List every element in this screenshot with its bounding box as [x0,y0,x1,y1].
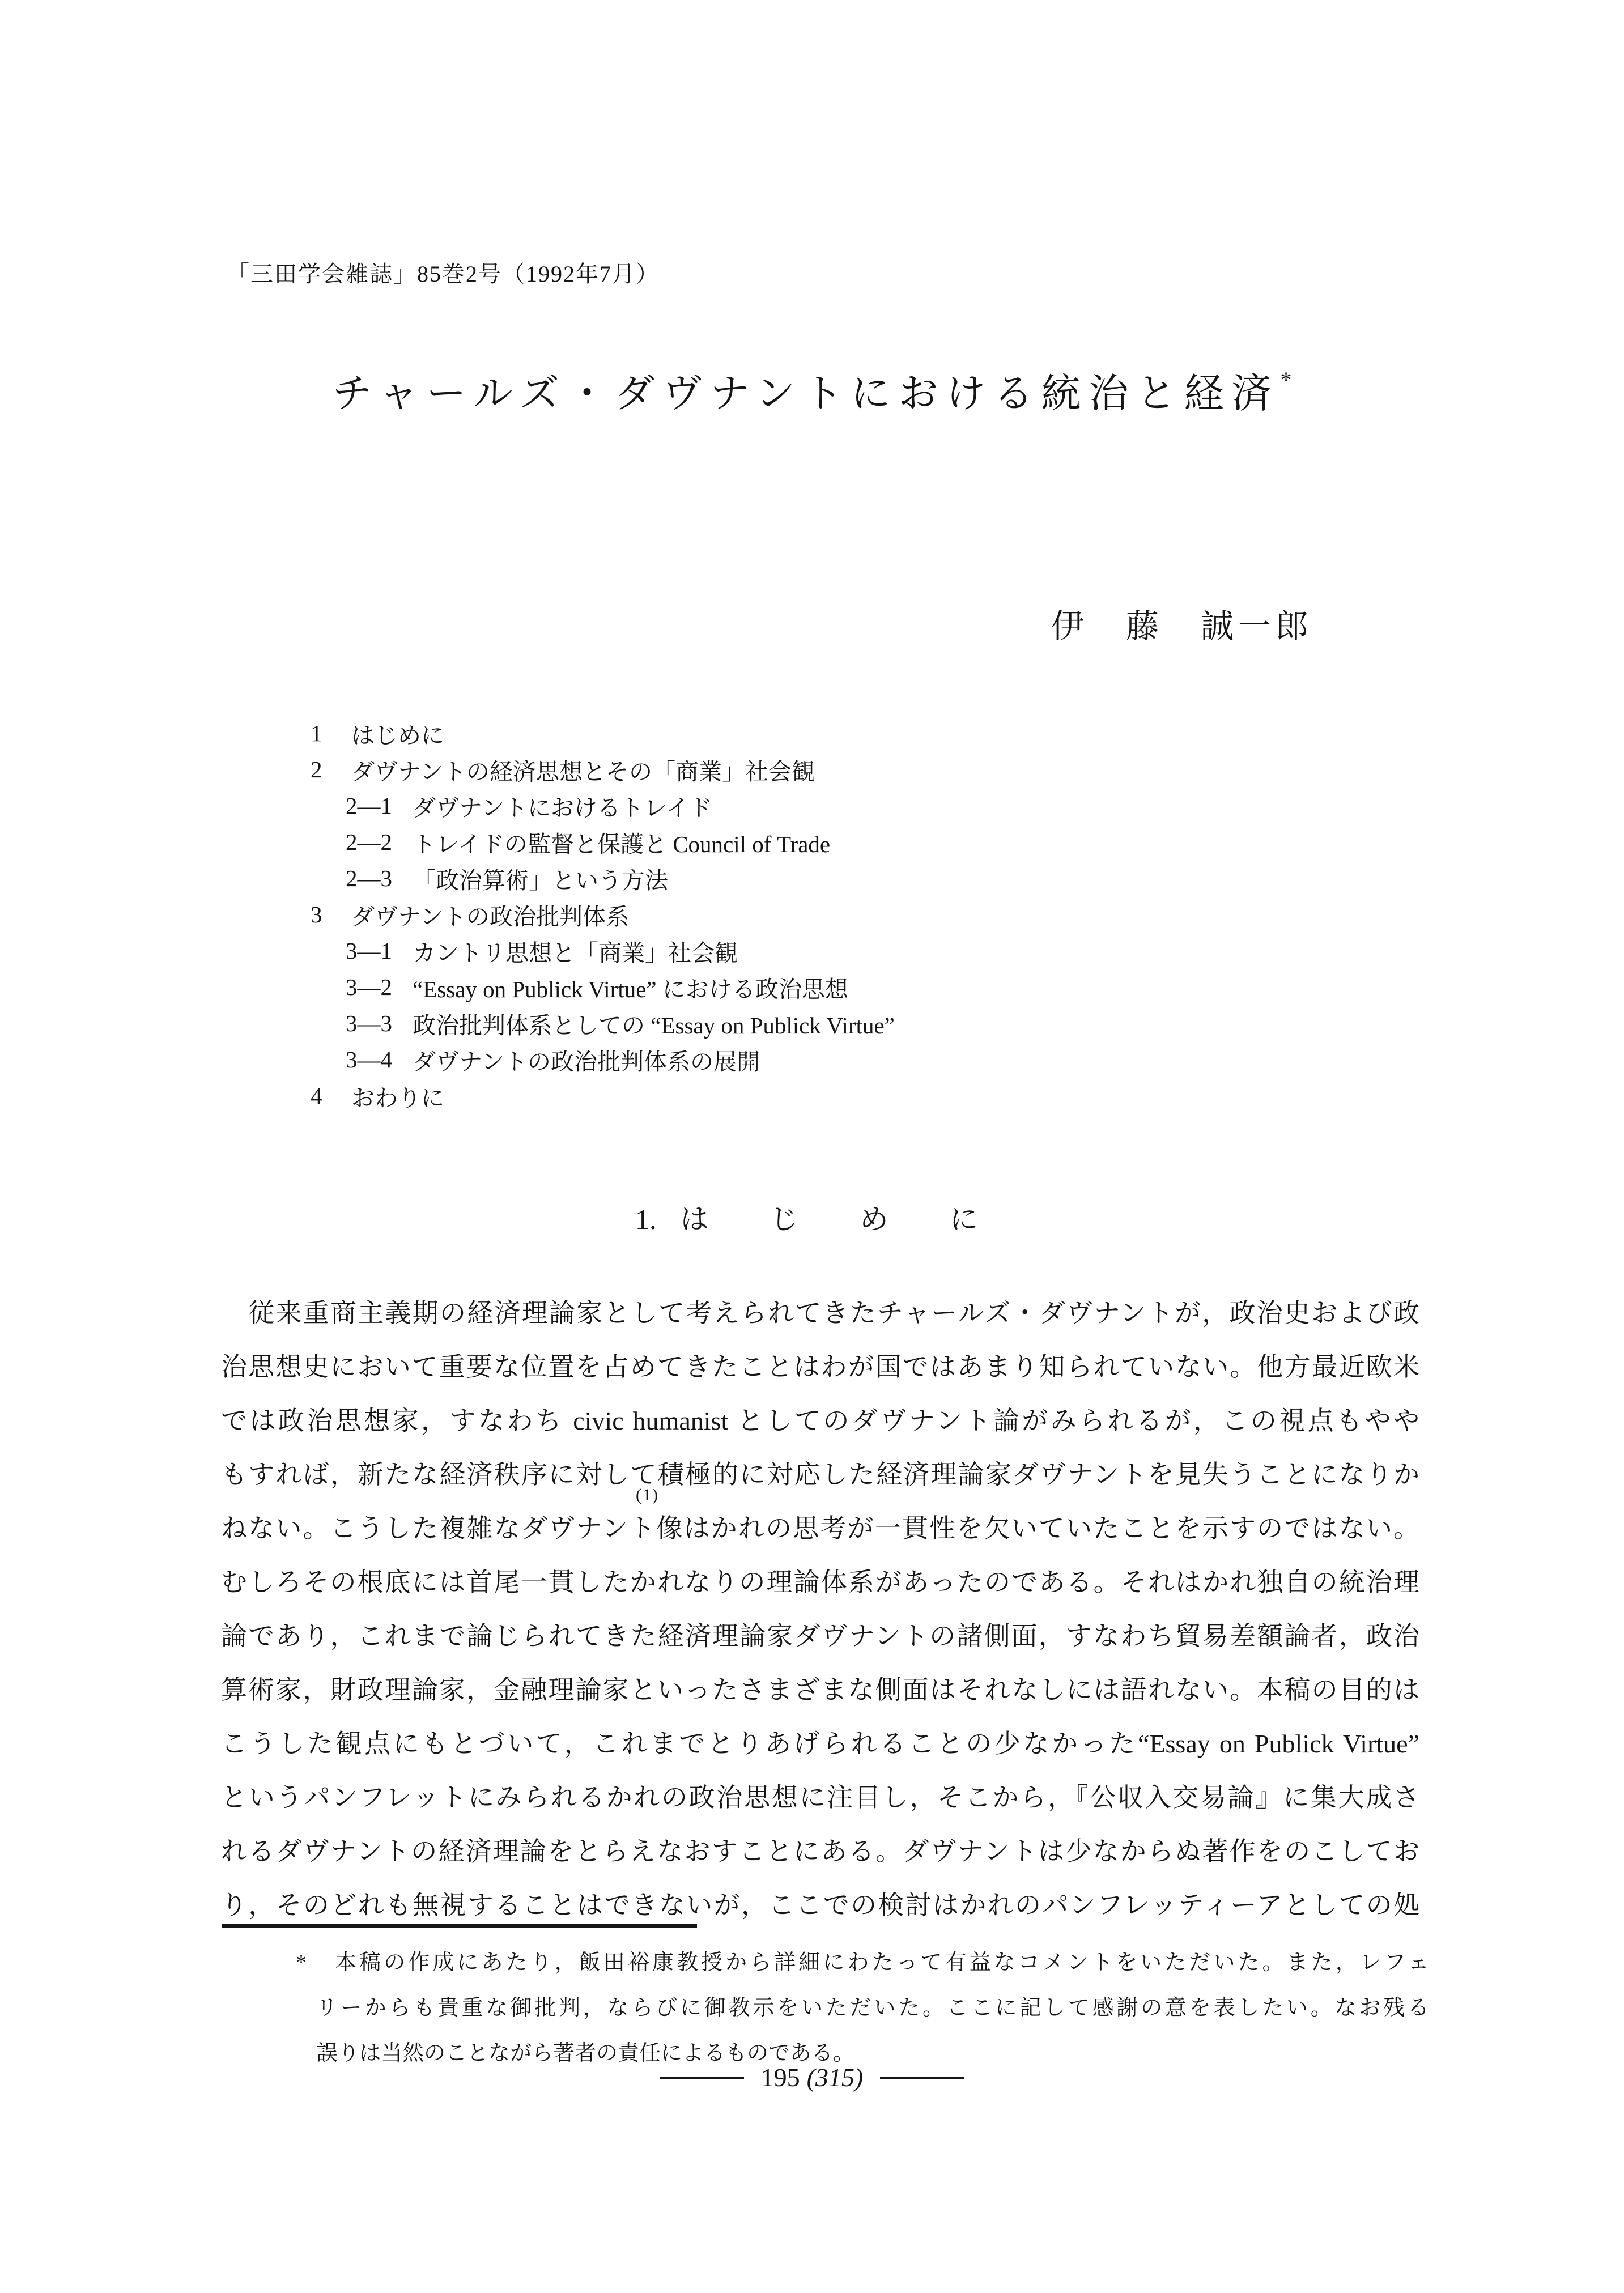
body-line: では政治思想家，すなわち civic humanist としてのダヴナント論がみられるが，この視点もやや [221,1406,1419,1435]
table-of-contents [311,715,895,1114]
journal-header: 「三田学会雑誌」85巻2号（1992年7月） [227,261,660,287]
toc-item-label: 「政治算術」という方法 [413,867,668,894]
paper-title [0,361,1624,419]
body-line: 従来重商主義期の経済理論家として考えられてきたチャールズ・ダヴナントが，政治史および政 [221,1299,1419,1328]
page-number-dash-left [660,2077,744,2079]
section-title: は じ め に [680,1203,1005,1235]
toc-item-label: カントリ思想と「商業」社会観 [413,939,738,966]
page-number-main: 195 [760,2063,800,2092]
page-number-dash-right [880,2077,964,2079]
body-line: 論であり，これまで論じられてきた経済理論家ダヴナントの諸側面，すなわち貿易差額論者，政治 [221,1622,1419,1650]
toc-item [311,896,895,933]
author-name: 伊 藤 誠一郎 [1051,608,1313,645]
toc-item [311,715,895,751]
body-line: 算術家，財政理論家，金融理論家といったさまざまな側面はそれなしには語れない。本稿の目的は [221,1675,1419,1704]
footnote-line: リーからも貴重な御批判，ならびに御教示をいただいた。ここに記して感謝の意を表したい。なお残る [316,1996,1429,2020]
toc-item-label: ダヴナントの政治批判体系の展開 [413,1048,760,1075]
toc-item-number: 3—3 [346,1010,392,1036]
toc-item-number: 3—1 [346,938,392,964]
toc-item-number: 1 [311,720,322,746]
body-line: ねない。こうした複雑なダヴナント像はかれの思考が一貫性を欠いていたことを示すのではない。 [221,1514,1419,1543]
toc-item [346,860,895,896]
toc-item [311,751,895,788]
toc-item-label: ダヴナントの経済思想とその「商業」社会観 [351,758,815,785]
toc-item [346,1041,895,1078]
page-number [0,2062,1624,2092]
toc-item [311,1078,895,1114]
toc-item [346,1005,895,1041]
toc-item [346,969,895,1005]
body-line: というパンフレットにみられるかれの政治思想に注目し，そこから，『公収入交易論』に集大成さ [221,1783,1419,1812]
footnote-asterisk-marker: * [296,1951,307,1975]
footnote-line: 誤りは当然のことながら著者の責任によるものである。 [316,2041,855,2065]
toc-item-label: トレイドの監督と保護と Council of Trade [413,831,831,857]
footnote-line [296,1940,1429,1985]
toc-item-label: “Essay on Publick Virtue” における政治思想 [413,976,848,1002]
toc-item-number: 2—1 [346,793,392,819]
body-line: もすれば，新たな経済秩序に対して積極的に対応した経済理論家ダヴナントを見失うことになりか [221,1460,1419,1489]
body-line: 治思想史において重要な位置を占めてきたことはわが国ではあまり知られていない。他方最近欧米 [221,1352,1419,1381]
toc-item-number: 4 [311,1083,322,1109]
toc-item [346,824,895,860]
toc-item [346,788,895,824]
toc-item-number: 2—2 [346,829,392,855]
toc-item-number: 3—4 [346,1046,392,1073]
page-number-paren: (315) [806,2063,864,2092]
footnote-text: 本稿の作成にあたり，飯田裕康教授から詳細にわたって有益なコメントをいただいた。また，レフェ [332,1951,1429,1975]
toc-item-number: 2—3 [346,865,392,891]
toc-item-label: ダヴナントの政治批判体系 [351,903,629,930]
body-line: こうした観点にもとづいて，これまでとりあげられることの少なかった“Essay on Publick Virtue” [221,1729,1419,1758]
toc-item [346,933,895,969]
body-line: むしろその根底には首尾一貫したかれなりの理論体系があったのである。それはかれ独自の統治理 [221,1568,1419,1597]
title-footnote-marker: * [1280,367,1292,393]
toc-item-label: ダヴナントにおけるトレイド [413,794,712,821]
toc-item-label: 政治批判体系としての “Essay on Publick Virtue” [413,1012,895,1039]
paper-title-text: チャールズ・ダヴナントにおける統治と経済 [332,372,1279,416]
footnote-separator-rule [222,1924,697,1928]
section-number: 1. [635,1203,657,1235]
footnote [296,1940,1429,2076]
body-paragraph [221,1286,1419,1932]
toc-item-number: 2 [311,756,322,782]
body-line: り，そのどれも無視することはできないが，ここでの検討はかれのパンフレッティーアとしての処 [221,1891,1419,1920]
toc-item-number: 3—2 [346,974,392,1000]
section-heading [221,1197,1419,1237]
toc-item-number: 3 [311,901,322,928]
body-line: れるダヴナントの経済理論をとらえなおすことにある。ダヴナントは少なからぬ著作をのこしてお [221,1837,1419,1866]
toc-item-label: はじめに [351,722,444,748]
toc-item-label: おわりに [351,1084,444,1111]
footnote-reference-1: (1) [636,1486,659,1504]
